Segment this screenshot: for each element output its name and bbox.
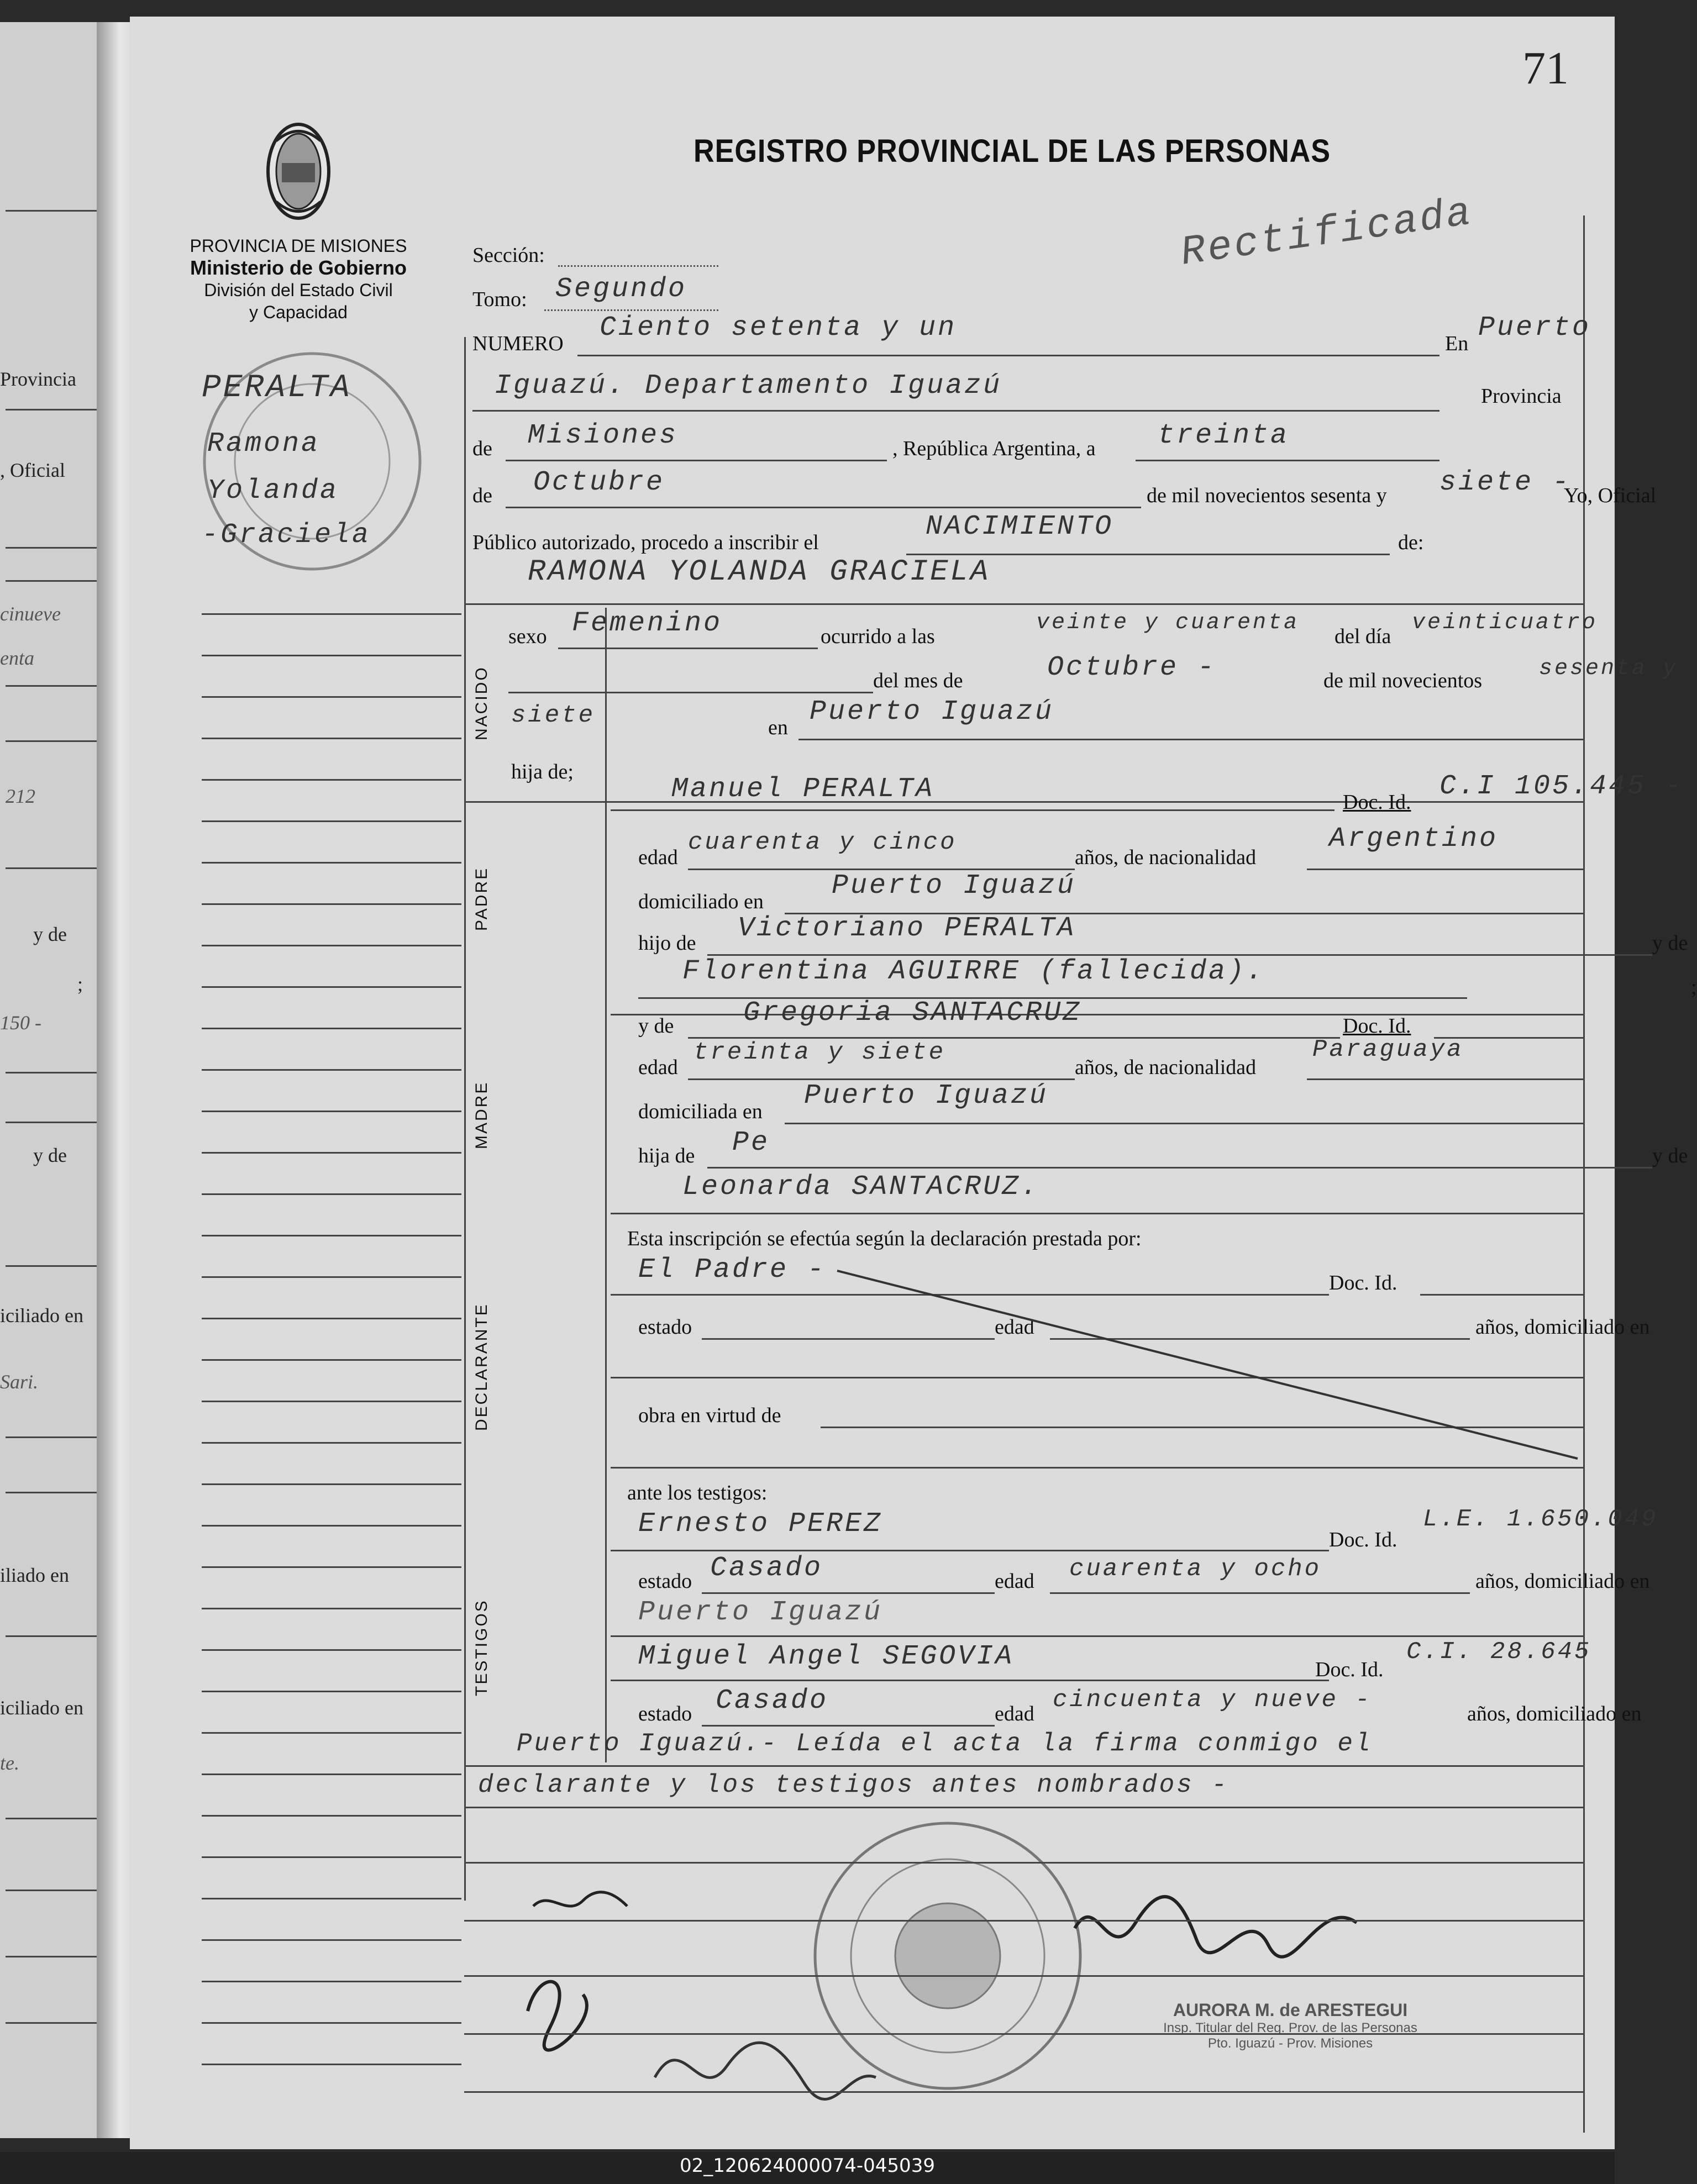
provincia-label: Provincia bbox=[1481, 385, 1562, 408]
margin-given1: Ramona bbox=[207, 428, 321, 460]
closing-line2: declarante y los testigos antes nombrados - bbox=[478, 1771, 1229, 1799]
left-text: ; bbox=[77, 973, 83, 995]
yde-label: y de bbox=[638, 1014, 674, 1038]
father-father: Victoriano PERALTA bbox=[738, 913, 1076, 944]
anios-label: años, domiciliado en bbox=[1475, 1315, 1650, 1339]
mother-mother: Leonarda SANTACRUZ. bbox=[682, 1171, 1040, 1203]
mother-domicile: Puerto Iguazú bbox=[804, 1080, 1049, 1112]
left-frame-line bbox=[464, 337, 466, 1901]
left-text: 150 - bbox=[0, 1012, 41, 1034]
witness2-edad: cincuenta y nueve - bbox=[1053, 1686, 1372, 1714]
margin-given3: -Graciela bbox=[202, 519, 371, 551]
mother-age: treinta y siete bbox=[693, 1039, 946, 1066]
left-text: enta bbox=[0, 647, 34, 669]
ocurrido-label: ocurrido a las bbox=[821, 625, 935, 648]
witness1-edad: cuarenta y ocho bbox=[1069, 1555, 1322, 1583]
yde-label: y de bbox=[1652, 1144, 1688, 1167]
numero-value: Ciento setenta y un bbox=[600, 312, 957, 344]
anios-label: años, domiciliado en bbox=[1467, 1702, 1642, 1725]
hija-label: hija de bbox=[638, 1144, 695, 1167]
father-mother: Florentina AGUIRRE (fallecida). bbox=[682, 956, 1265, 987]
de-label: de bbox=[472, 484, 492, 507]
de-label: de bbox=[472, 437, 492, 460]
month-value: Octubre bbox=[533, 467, 665, 498]
witness1-doc-value: L.E. 1.650.049 bbox=[1423, 1506, 1658, 1533]
left-text: Provincia bbox=[0, 368, 76, 390]
birthplace-line bbox=[798, 739, 1583, 740]
page-number: 71 bbox=[1522, 43, 1569, 94]
witness2-name-line bbox=[611, 1680, 1329, 1681]
officer-location: Pto. Iguazú - Prov. Misiones bbox=[1207, 2036, 1373, 2051]
left-text: y de bbox=[33, 923, 67, 945]
birthplace-value: Puerto Iguazú bbox=[810, 696, 1054, 728]
mother-father: Pe bbox=[732, 1127, 770, 1159]
margin-rule bbox=[202, 1483, 461, 1485]
edad-label: edad bbox=[995, 1702, 1034, 1725]
estado-label: estado bbox=[638, 1570, 692, 1593]
signature-rule bbox=[464, 1862, 1583, 1864]
margin-rule bbox=[202, 613, 461, 615]
image-code: 02_120624000074-045039 bbox=[680, 2155, 935, 2177]
left-text: , Oficial bbox=[0, 459, 65, 481]
margin-rule bbox=[202, 862, 461, 864]
en-label: En bbox=[1445, 332, 1469, 355]
margin-rule bbox=[202, 1898, 461, 1899]
month-line bbox=[506, 507, 1141, 508]
province-value: Misiones bbox=[528, 420, 679, 451]
margin-rule bbox=[202, 1732, 461, 1734]
margin-rule bbox=[202, 1856, 461, 1858]
signature-rule bbox=[464, 2033, 1583, 2035]
mother-parent-line bbox=[707, 1167, 1652, 1169]
testigos-intro: ante los testigos: bbox=[627, 1481, 768, 1504]
section-label-declarante: DECLARANTE bbox=[472, 1303, 491, 1431]
left-text: iliado en bbox=[0, 1564, 69, 1586]
margin-rule bbox=[202, 2022, 461, 2024]
witness2-estado: Casado bbox=[716, 1685, 829, 1717]
blank-line bbox=[508, 692, 873, 693]
margin-rule bbox=[202, 1276, 461, 1278]
closing-line1-rule bbox=[464, 1765, 1583, 1767]
division-line1: División del Estado Civil bbox=[204, 280, 393, 300]
republica-label: , República Argentina, a bbox=[892, 437, 1096, 460]
de-label: de: bbox=[1398, 531, 1424, 554]
closing-line1: Puerto Iguazú.- Leída el acta la firma conmigo el bbox=[517, 1729, 1373, 1758]
year-label: de mil novecientos sesenta y bbox=[1147, 484, 1387, 507]
left-text: y de bbox=[33, 1144, 67, 1166]
margin-rule bbox=[202, 1359, 461, 1361]
margin-rule bbox=[202, 1193, 461, 1195]
section-frame-line bbox=[605, 608, 607, 1762]
sexo-label: sexo bbox=[508, 625, 547, 648]
signature-rule bbox=[464, 2091, 1583, 2093]
margin-given2: Yolanda bbox=[207, 475, 339, 507]
nacionalidad-label: años, de nacionalidad bbox=[1075, 1056, 1257, 1079]
division-line2: y Capacidad bbox=[249, 302, 348, 322]
officer-signature-icon bbox=[1069, 1884, 1368, 1972]
father-doc-value: C.I 105.445 - bbox=[1439, 771, 1684, 802]
sexo-value: Femenino bbox=[572, 608, 723, 639]
margin-rule bbox=[202, 1069, 461, 1071]
obra-label: obra en virtud de bbox=[638, 1404, 781, 1427]
semicolon: ; bbox=[1691, 976, 1697, 999]
numero-label: NUMERO bbox=[472, 332, 564, 355]
section-label-padre: PADRE bbox=[472, 866, 491, 931]
place-value: Iguazú. Departamento Iguazú bbox=[495, 370, 1002, 402]
margin-rule bbox=[202, 1773, 461, 1775]
margin-rule bbox=[202, 820, 461, 822]
margin-rule bbox=[202, 696, 461, 698]
edad-label: edad bbox=[995, 1570, 1034, 1593]
officer-stamp bbox=[1113, 2000, 1467, 2051]
domiciliada-label: domiciliada en bbox=[638, 1100, 763, 1123]
declarant-name: El Padre - bbox=[638, 1254, 827, 1286]
margin-rule bbox=[202, 986, 461, 988]
witness1-estado: Casado bbox=[710, 1553, 823, 1584]
margin-rule bbox=[202, 1566, 461, 1568]
hour-value: veinte y cuarenta bbox=[1036, 611, 1300, 635]
mother-domicile-line bbox=[785, 1123, 1583, 1124]
section-label-nacido: NACIDO bbox=[472, 666, 491, 740]
yde-label: y de bbox=[1652, 932, 1688, 955]
margin-rule bbox=[202, 1691, 461, 1692]
margin-rule bbox=[202, 1442, 461, 1444]
section-separator bbox=[464, 801, 1583, 803]
numero-line bbox=[577, 355, 1439, 356]
margin-rule bbox=[202, 1318, 461, 1319]
issuer-block bbox=[174, 235, 423, 323]
mother-nationality-line bbox=[1307, 1078, 1583, 1080]
day-line bbox=[1136, 460, 1439, 461]
margin-rule bbox=[202, 1525, 461, 1527]
margin-rule bbox=[202, 1235, 461, 1236]
margin-rule bbox=[202, 1815, 461, 1817]
margin-rule bbox=[202, 738, 461, 739]
en-value: Puerto bbox=[1478, 312, 1591, 344]
mother-doc-label: Doc. Id. bbox=[1343, 1014, 1411, 1038]
edad-label: edad bbox=[638, 1056, 678, 1079]
margin-rule bbox=[202, 1981, 461, 1982]
margin-rule bbox=[202, 1028, 461, 1029]
tomo-label: Tomo: bbox=[472, 288, 527, 311]
section-label-testigos: TESTIGOS bbox=[472, 1599, 491, 1696]
person-name: RAMONA YOLANDA GRACIELA bbox=[528, 555, 991, 589]
witness1-doc-label: Doc. Id. bbox=[1329, 1528, 1397, 1551]
witness1-name: Ernesto PEREZ bbox=[638, 1508, 883, 1540]
left-page bbox=[0, 22, 97, 2138]
father-name-line bbox=[611, 809, 1335, 811]
en-label: en bbox=[768, 716, 788, 739]
anios-label: años, domiciliado en bbox=[1475, 1570, 1650, 1593]
tomo-line bbox=[544, 309, 718, 311]
witness1-edad-line bbox=[1050, 1592, 1470, 1594]
margin-rule bbox=[202, 1649, 461, 1651]
signature-rule bbox=[464, 1975, 1583, 1977]
edad-label: edad bbox=[638, 846, 678, 869]
record-page bbox=[130, 17, 1697, 2149]
seccion-label: Sección: bbox=[472, 244, 545, 267]
witness2-name: Miguel Angel SEGOVIA bbox=[638, 1641, 1015, 1672]
section-separator bbox=[611, 1213, 1583, 1214]
tomo-value: Segundo bbox=[555, 273, 687, 305]
rectificada-stamp: Rectificada bbox=[1178, 190, 1476, 277]
witness1-estado-line bbox=[702, 1592, 995, 1594]
margin-rule bbox=[202, 655, 461, 656]
margin-rule bbox=[202, 1401, 461, 1402]
sexo-line bbox=[558, 648, 818, 649]
mother-name: Gregoria SANTACRUZ bbox=[743, 997, 1082, 1029]
witness2-doc-value: C.I. 28.645 bbox=[1406, 1638, 1591, 1666]
nacionalidad-label: años, de nacionalidad bbox=[1075, 846, 1257, 869]
margin-rule bbox=[202, 779, 461, 781]
section-label-madre: MADRE bbox=[472, 1081, 491, 1149]
act-value: NACIMIENTO bbox=[926, 511, 1114, 543]
publico-label: Público autorizado, procedo a inscribir el bbox=[472, 531, 819, 554]
officer-name: AURORA M. de ARESTEGUI bbox=[1173, 2000, 1408, 2020]
document-title: REGISTRO PROVINCIAL DE LAS PERSONAS bbox=[693, 133, 1331, 169]
margin-rule bbox=[202, 1152, 461, 1154]
margin-rule bbox=[202, 2064, 461, 2065]
domiciliado-label: domiciliado en bbox=[638, 890, 764, 913]
left-text: iciliado en bbox=[0, 1304, 83, 1327]
witness2-estado-line bbox=[702, 1725, 995, 1727]
edad-label: edad bbox=[995, 1315, 1034, 1339]
margin-surname: PERALTA bbox=[202, 370, 352, 406]
witness1-domicile: Puerto Iguazú bbox=[638, 1597, 883, 1628]
ministry-name: Ministerio de Gobierno bbox=[190, 256, 407, 279]
margin-rule bbox=[202, 903, 461, 905]
coat-of-arms-icon bbox=[265, 119, 332, 224]
mother-nationality: Paraguaya bbox=[1312, 1036, 1464, 1064]
left-text: te. bbox=[0, 1752, 19, 1774]
day-value: treinta bbox=[1158, 420, 1290, 451]
left-text: Sari. bbox=[0, 1371, 39, 1393]
seccion-line bbox=[558, 265, 718, 267]
anio-label: de mil novecientos bbox=[1323, 669, 1483, 692]
officer-title: Insp. Titular del Reg. Prov. de las Personas bbox=[1163, 2020, 1417, 2035]
left-text: 212 bbox=[6, 785, 35, 807]
year-value: siete - bbox=[1439, 467, 1572, 498]
left-text: iciliado en bbox=[0, 1697, 83, 1719]
province-line bbox=[506, 460, 887, 461]
hija-label: hija de; bbox=[511, 760, 574, 783]
place-line bbox=[472, 410, 1439, 412]
margin-rule bbox=[202, 1608, 461, 1609]
father-age: cuarenta y cinco bbox=[688, 829, 957, 856]
declaracion-intro: Esta inscripción se efectúa según la declaración prestada por: bbox=[627, 1227, 1142, 1250]
witness1-domicile-line bbox=[611, 1635, 1583, 1637]
left-text: cinueve bbox=[0, 603, 61, 625]
witness1-name-line bbox=[611, 1550, 1329, 1551]
witness2-doc-label: Doc. Id. bbox=[1315, 1658, 1384, 1681]
declarant-doc-label: Doc. Id. bbox=[1329, 1271, 1397, 1294]
dia-value: veinticuatro bbox=[1412, 611, 1598, 635]
signatures-icon bbox=[517, 1884, 915, 2116]
margin-rule bbox=[202, 1939, 461, 1941]
anio-value: sesenta y bbox=[1539, 656, 1679, 681]
strike-through-line bbox=[837, 1271, 1589, 1470]
margin-rule bbox=[202, 1111, 461, 1112]
oficial-label: Yo, Oficial bbox=[1564, 484, 1657, 507]
mes-value: Octubre - bbox=[1047, 652, 1217, 683]
province-name: PROVINCIA DE MISIONES bbox=[190, 236, 407, 256]
estado-label: estado bbox=[638, 1702, 692, 1725]
anio-value2: siete bbox=[511, 702, 596, 729]
dia-label: del día bbox=[1335, 625, 1391, 648]
father-nationality-line bbox=[1307, 869, 1583, 870]
father-name: Manuel PERALTA bbox=[671, 773, 935, 805]
mes-label: del mes de bbox=[873, 669, 963, 692]
name-line bbox=[464, 603, 1583, 605]
father-domicile: Puerto Iguazú bbox=[832, 870, 1076, 902]
hijo-label: hijo de bbox=[638, 932, 696, 955]
signature-rule bbox=[464, 1920, 1583, 1922]
margin-rule bbox=[202, 945, 461, 946]
father-nationality: Argentino bbox=[1329, 823, 1499, 855]
father-doc-label: Doc. Id. bbox=[1343, 791, 1411, 814]
estado-label: estado bbox=[638, 1315, 692, 1339]
